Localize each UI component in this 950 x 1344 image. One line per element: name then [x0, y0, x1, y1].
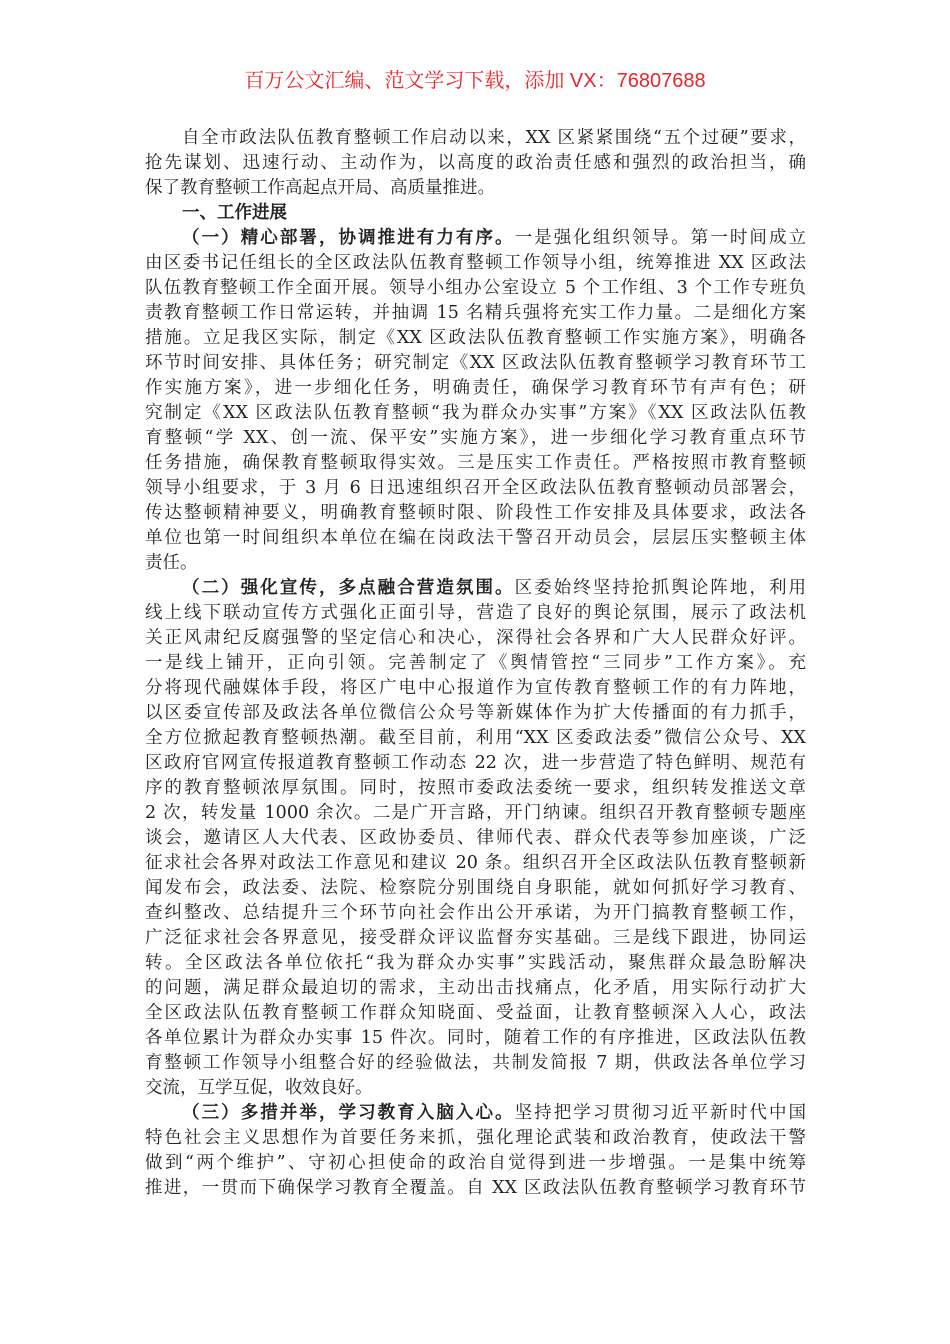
subsection-title: （三）多措并举，学习教育入脑入心。: [182, 1103, 515, 1123]
text-line: [145, 601, 806, 626]
text-line: [145, 651, 806, 676]
text-line: [145, 701, 806, 726]
line-text: 责任。: [145, 553, 198, 573]
line-text: 区政府官网宣传报道教育整顿工作动态 22 次，进一步营造了特色鲜明、规范有: [145, 753, 806, 773]
watermark-banner: 百万公文汇编、范文学习下载，添加 VX：76807688: [244, 70, 706, 92]
line-text: 以区委宣传部及政法各单位微信公众号等新媒体作为扩大传播面的有力抓手，: [145, 703, 806, 723]
line-text: 关正风肃纪反腐强警的坚定信心和决心，深得社会各界和广大人民群众好评。: [145, 628, 806, 648]
text-line: [145, 526, 806, 551]
text-line: [145, 1176, 806, 1201]
text-line: [145, 826, 806, 851]
line-text: 全方位掀起教育整顿热潮。截至目前，利用“XX 区委政法委”微信公众号、XX: [145, 728, 806, 748]
text-line: [145, 1101, 806, 1126]
text-line: [145, 401, 806, 426]
text-line: [145, 501, 806, 526]
text-line: [145, 1126, 806, 1151]
text-line: [145, 226, 806, 251]
line-text: 单位也第一时间组织本单位在编在岗政法干警召开动员会，层层压实整顿主体: [145, 528, 806, 548]
text-line: [145, 551, 806, 576]
line-text: 交流，互学互促，收效良好。: [145, 1078, 373, 1098]
line-text: 育整顿工作领导小组整合好的经验做法，共制发简报 7 期，供政法各单位学习: [145, 1053, 806, 1073]
line-text: 序的教育整顿浓厚氛围。同时，按照市委政法委统一要求，组织转发推送文章: [145, 778, 806, 798]
line-text: 自全市政法队伍教育整顿工作启动以来，XX 区紧紧围绕“五个过硬”要求，: [182, 128, 806, 148]
text-line: [145, 1151, 806, 1176]
text-line: [145, 951, 806, 976]
text-line: [145, 251, 806, 276]
subsection-title: （一）精心部署，协调推进有力有序。: [182, 228, 515, 248]
line-text: 保了教育整顿工作高起点开局、高质量推进。: [145, 178, 495, 198]
line-text: 查纠整改、总结提升三个环节向社会作出公开承诺，为开门搞教育整顿工作，: [145, 903, 806, 923]
line-text: 广泛征求社会各界意见，接受群众评议监督夯实基础。三是线下跟进，协同运: [145, 928, 806, 948]
line-text: 由区委书记任组长的全区政法队伍教育整顿工作领导小组，统筹推进 XX 区政法: [145, 253, 806, 273]
text-line: [145, 451, 806, 476]
text-line: [145, 801, 806, 826]
line-text: 任务措施，确保教育整顿取得实效。三是压实工作责任。严格按照市教育整顿: [145, 453, 806, 473]
text-line: [145, 901, 806, 926]
line-text: 抢先谋划、迅速行动、主动作为，以高度的政治责任感和强烈的政治担当，确: [145, 153, 806, 173]
text-line: [145, 926, 806, 951]
line-text: 征求社会各界对政法工作意见和建议 20 条。组织召开全区政法队伍教育整顿新: [145, 853, 806, 873]
text-line: [145, 326, 806, 351]
line-text: 闻发布会，政法委、法院、检察院分别围绕自身职能，就如何抓好学习教育、: [145, 878, 806, 898]
line-text: 特色社会主义思想作为首要任务来抓，强化理论武装和政治教育，使政法干警: [145, 1128, 806, 1148]
text-line: [145, 151, 806, 176]
text-line: [145, 476, 806, 501]
text-line: [145, 1026, 806, 1051]
line-text: 一是强化组织领导。第一时间成立: [514, 228, 806, 248]
line-text: 全区政法队伍教育整顿工作群众知晓面、受益面，让教育整顿深入人心，政法: [145, 1003, 806, 1023]
text-line: [145, 426, 806, 451]
text-line: [145, 1001, 806, 1026]
text-line: [145, 626, 806, 651]
section-heading: [145, 201, 806, 226]
line-text: 领导小组要求，于 3 月 6 日迅速组织召开全区政法队伍教育整顿动员部署会，: [145, 478, 806, 498]
text-line: [145, 1076, 806, 1101]
text-line: [145, 276, 806, 301]
line-text: 的问题，满足群众最迫切的需求，主动出击找痛点，化矛盾，用实际行动扩大: [145, 978, 806, 998]
line-text: 线上线下联动宣传方式强化正面引导，营造了良好的舆论氛围，展示了政法机: [145, 603, 806, 623]
document-body: [145, 126, 806, 1201]
line-text: 环节时间安排、具体任务；研究制定《XX 区政法队伍教育整顿学习教育环节工: [145, 353, 806, 373]
line-text: 一是线上铺开，正向引领。完善制定了《舆情管控“三同步”工作方案》。充: [145, 653, 806, 673]
text-line: [145, 576, 806, 601]
line-text: 一、工作进展: [182, 203, 287, 223]
text-line: [145, 726, 806, 751]
line-text: 作实施方案》，进一步细化任务，明确责任，确保学习教育环节有声有色；研: [145, 378, 806, 398]
line-text: 坚持把学习贯彻习近平新时代中国: [514, 1103, 806, 1123]
text-line: [145, 1051, 806, 1076]
text-line: [145, 176, 806, 201]
line-text: 推进，一贯而下确保学习教育全覆盖。自 XX 区政法队伍教育整顿学习教育环节: [145, 1178, 806, 1198]
text-line: [145, 126, 806, 151]
text-line: [145, 676, 806, 701]
line-text: 分将现代融媒体手段，将区广电中心报道作为宣传教育整顿工作的有力阵地，: [145, 678, 806, 698]
text-line: [145, 376, 806, 401]
text-line: [145, 776, 806, 801]
text-line: [145, 351, 806, 376]
subsection-title: （二）强化宣传，多点融合营造氛围。: [182, 578, 515, 598]
line-text: 转。全区政法各单位依托“我为群众办实事”实践活动，聚焦群众最急盼解决: [145, 953, 806, 973]
text-line: [145, 976, 806, 1001]
line-text: 究制定《XX 区政法队伍教育整顿“我为群众办实事”方案》《XX 区政法队伍教: [145, 403, 806, 423]
line-text: 队伍教育整顿工作全面开展。领导小组办公室设立 5 个工作组、3 个工作专班负: [145, 278, 806, 298]
text-line: [145, 301, 806, 326]
text-line: [145, 876, 806, 901]
line-text: 各单位累计为群众办实事 15 件次。同时，随着工作的有序推进，区政法队伍教: [145, 1028, 806, 1048]
text-line: [145, 851, 806, 876]
line-text: 区委始终坚持抢抓舆论阵地，利用: [514, 578, 806, 598]
line-text: 措施。立足我区实际，制定《XX 区政法队伍教育整顿工作实施方案》，明确各: [145, 328, 806, 348]
line-text: 传达整顿精神要义，明确教育整顿时限、阶段性工作安排及具体要求，政法各: [145, 503, 806, 523]
line-text: 育整顿“学 XX、创一流、保平安”实施方案》，进一步细化学习教育重点环节: [145, 428, 806, 448]
line-text: 2 次，转发量 1000 余次。二是广开言路，开门纳谏。组织召开教育整顿专题座: [145, 803, 806, 823]
line-text: 责教育整顿工作日常运转，并抽调 15 名精兵强将充实工作力量。二是细化方案: [145, 303, 806, 323]
line-text: 谈会，邀请区人大代表、区政协委员、律师代表、群众代表等参加座谈，广泛: [145, 828, 806, 848]
text-line: [145, 751, 806, 776]
line-text: 做到“两个维护”、守初心担使命的政治自觉得到进一步增强。一是集中统筹: [145, 1153, 806, 1173]
